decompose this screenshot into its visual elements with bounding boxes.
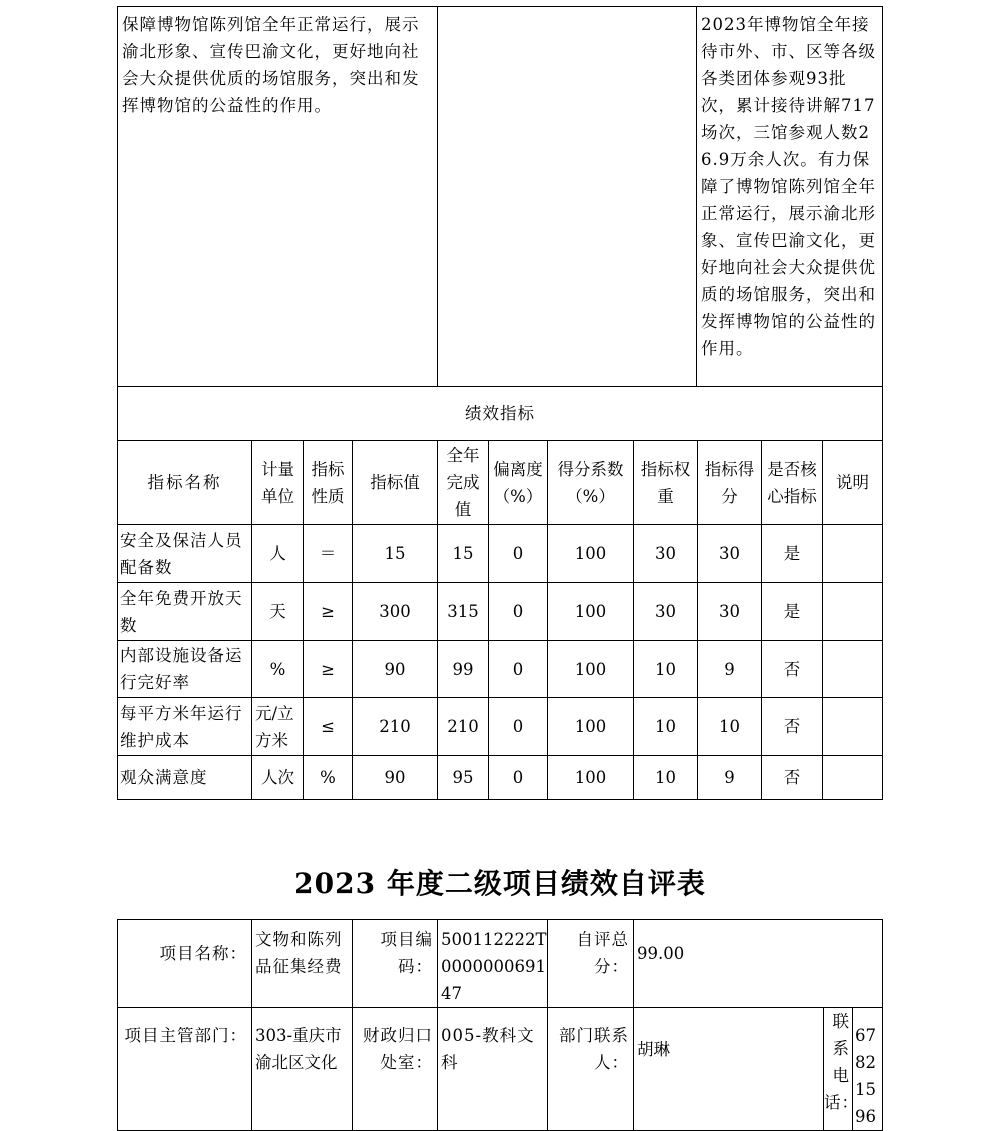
dept-label: 项目主管部门： [118,1008,252,1131]
table-row: 内部设施设备运行完好率 % ≥ 90 99 0 100 10 9 否 [118,641,883,698]
project-info-table [117,919,883,1131]
contact-value: 胡琳 [634,1008,824,1131]
header-weight: 指标权重 [634,441,698,525]
finance-label: 财政归口处室： [353,1008,438,1131]
project-name-value: 文物和陈列品征集经费 [252,920,353,1008]
project-code-value: 500112222T000000069147 [438,920,548,1008]
form-title: 2023 年度二级项目绩效自评表 [294,867,706,900]
project-code-label: 项目编码： [353,920,438,1008]
target-description: 保障博物馆陈列馆全年正常运行，展示渝北形象、宣传巴渝文化，更好地向社会大众提供优质的场馆服务，突出和发挥博物馆的公益性的作用。 [118,7,438,387]
phone-value: 67821596 [855,1026,876,1126]
header-nature: 指标性质 [304,441,353,525]
header-actual: 全年完成值 [438,441,489,525]
table-row: 全年免费开放天数 天 ≥ 300 315 0 100 30 30 是 [118,583,883,641]
phone-label: 联系电话： [824,1008,853,1130]
table-row: 安全及保洁人员配备数 人 ＝ 15 15 0 100 30 30 是 [118,525,883,583]
self-score-label: 自评总分： [548,920,634,1008]
empty-cell [438,7,697,387]
header-note: 说明 [823,441,883,525]
header-coef: 得分系数（%） [548,441,634,525]
indicators-section-title: 绩效指标 [118,387,883,441]
finance-value: 005-教科文科 [438,1008,548,1131]
header-name: 指标名称 [118,441,252,525]
indicators-table [117,386,883,800]
completion-description: 2023年博物馆全年接待市外、市、区等各级各类团体参观93批次，累计接待讲解717场次，三馆参观人数26.9万余人次。有力保障了博物馆陈列馆全年正常运行，展示渝北形象、宣传巴渝文化，更好地向社会大众提供优质的场馆服务，突出和发挥博物馆的公益性的作用。 [697,7,883,387]
dept-value: 303-重庆市渝北区文化 [252,1008,353,1131]
phone-cell [824,1008,883,1131]
table-row: 观众满意度 人次 % 90 95 0 100 10 9 否 [118,756,883,800]
project-name-label: 项目名称： [118,920,252,1008]
header-deviation: 偏离度（%） [489,441,548,525]
header-core: 是否核心指标 [762,441,823,525]
header-score: 指标得分 [698,441,762,525]
description-table [117,6,883,387]
header-unit: 计量单位 [252,441,304,525]
header-target: 指标值 [353,441,438,525]
table-row: 每平方米年运行维护成本 元/立方米 ≤ 210 210 0 100 10 10 否 [118,698,883,756]
self-score-value: 99.00 [634,920,883,1008]
contact-label: 部门联系人： [548,1008,634,1131]
